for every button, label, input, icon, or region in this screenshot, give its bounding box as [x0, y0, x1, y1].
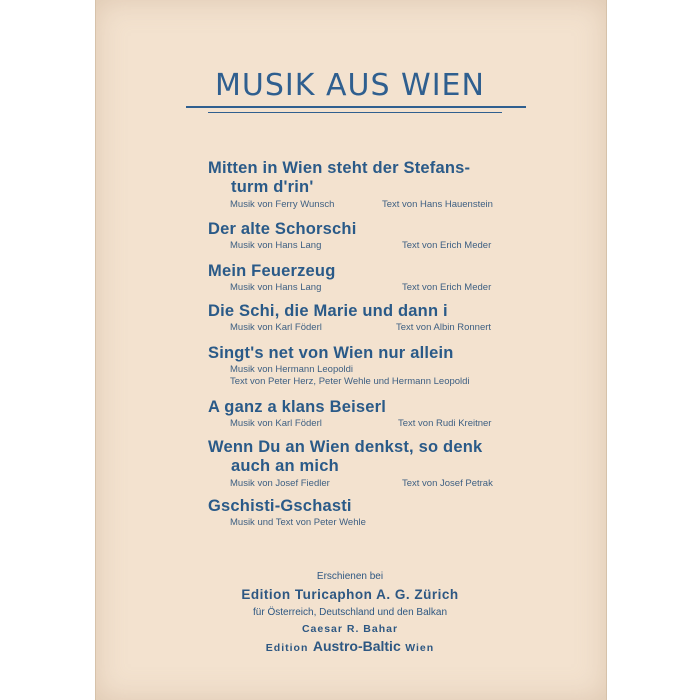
song-7-music: Musik von Josef Fiedler — [230, 478, 330, 489]
publisher-region: für Österreich, Deutschland und den Balkan — [253, 607, 447, 618]
song-title-5: Singt's net von Wien nur allein — [208, 344, 454, 362]
title-rule-thin — [208, 112, 502, 113]
song-4-text: Text von Albin Ronnert — [396, 322, 492, 333]
song-title-8: Gschisti-Gschasti — [208, 497, 352, 515]
publisher-name: Edition Turicaphon A. G. Zürich — [241, 587, 459, 602]
song-1-text: Text von Hans Hauenstein — [382, 199, 493, 210]
edition-name: Austro-Baltic — [312, 638, 401, 654]
page-title: MUSIK AUS WIEN — [215, 68, 485, 103]
song-4-music: Musik von Karl Föderl — [230, 322, 322, 333]
song-3-music: Musik von Hans Lang — [230, 282, 322, 293]
song-title-7-cont: auch an mich — [231, 457, 339, 475]
song-title-1: Mitten in Wien steht der Stefans- — [208, 159, 471, 177]
song-8-credit: Musik und Text von Peter Wehle — [230, 517, 366, 528]
song-5-text: Text von Peter Herz, Peter Wehle und Hermann Leopoldi — [230, 376, 470, 387]
song-title-3: Mein Feuerzeug — [208, 262, 336, 280]
song-3-text: Text von Erich Meder — [402, 282, 492, 293]
song-2-text: Text von Erich Meder — [402, 240, 492, 251]
song-title-1-cont: turm d'rin' — [231, 178, 314, 196]
song-title-4: Die Schi, die Marie und dann i — [208, 302, 448, 320]
song-2-music: Musik von Hans Lang — [230, 240, 322, 251]
edition-city: Wien — [405, 642, 435, 654]
song-7-text: Text von Josef Petrak — [402, 478, 493, 489]
song-title-6: A ganz a klans Beiserl — [208, 398, 387, 416]
song-title-2: Der alte Schorschi — [208, 220, 357, 238]
publisher-edition-line — [0, 638, 700, 656]
edition-prefix: Edition — [265, 642, 309, 654]
song-6-music: Musik von Karl Föderl — [230, 418, 322, 429]
publisher-agent: Caesar R. Bahar — [301, 623, 399, 635]
song-5-music: Musik von Hermann Leopoldi — [230, 364, 354, 375]
published-by-label: Erschienen bei — [316, 571, 384, 582]
title-rule-thick — [186, 106, 526, 108]
song-1-music: Musik von Ferry Wunsch — [230, 199, 335, 210]
song-title-7: Wenn Du an Wien denkst, so denk — [208, 438, 483, 456]
song-6-text: Text von Rudi Kreitner — [398, 418, 492, 429]
